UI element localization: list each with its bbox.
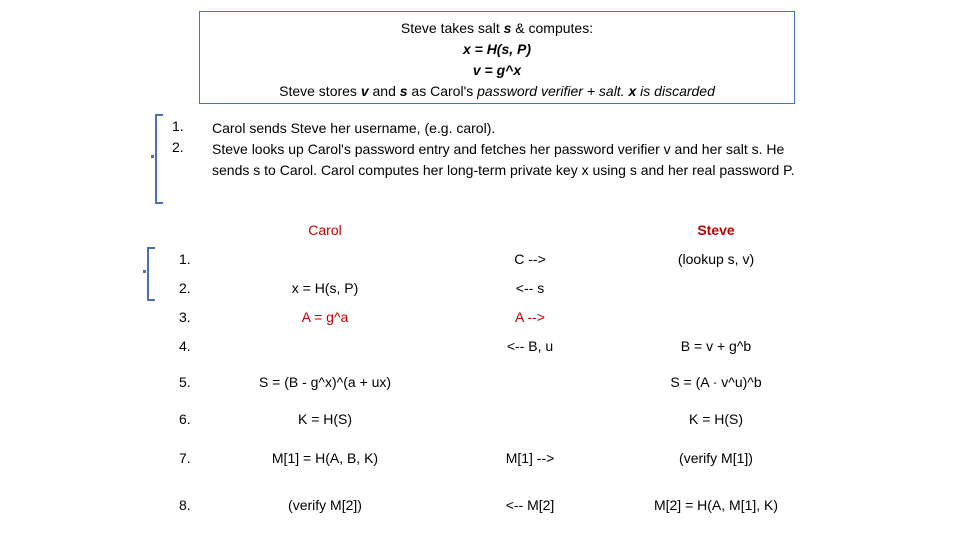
row-8-carol: (verify M[2]) xyxy=(288,497,362,513)
row-8-steve: M[2] = H(A, M[1], K) xyxy=(653,497,779,513)
row-3-arrow: A --> xyxy=(515,309,545,325)
header-steve: Steve xyxy=(697,222,735,238)
bracket-intro xyxy=(155,114,163,204)
row-3-number: 3. xyxy=(179,309,191,325)
row-6-number: 6. xyxy=(179,411,191,427)
intro-number-2: 2. xyxy=(172,139,184,155)
row-5-steve: S = (A · v^u)^b xyxy=(670,374,762,390)
intro-list xyxy=(212,118,822,181)
header-carol: Carol xyxy=(308,222,342,238)
row-8-number: 8. xyxy=(179,497,191,513)
row-7-steve: (verify M[1]) xyxy=(679,450,753,466)
row-4-number: 4. xyxy=(179,338,191,354)
row-5-number: 5. xyxy=(179,374,191,390)
row-7-number: 7. xyxy=(179,450,191,466)
row-5-carol: S = (B - g^x)^(a + ux) xyxy=(258,374,392,390)
row-7-arrow: M[1] --> xyxy=(505,450,555,466)
row-8-arrow: <-- M[2] xyxy=(505,497,555,513)
intro-number-1: 1. xyxy=(172,118,184,134)
row-2-number: 2. xyxy=(179,280,191,296)
bracket-dot-table xyxy=(143,270,146,273)
callout-line-3: v = g^x xyxy=(472,62,522,78)
row-6-carol: K = H(S) xyxy=(297,411,353,427)
intro-item-1: Carol sends Steve her username, (e.g. carol). xyxy=(212,120,496,136)
callout-line-4: Steve stores v and s as Carol's password verifier + salt. x is discarded xyxy=(279,83,715,99)
row-1-steve: (lookup s, v) xyxy=(677,251,755,267)
callout-line-1: Steve takes salt s & computes: xyxy=(400,20,594,36)
row-4-arrow: <-- B, u xyxy=(506,338,554,354)
bracket-table xyxy=(147,247,155,301)
row-1-number: 1. xyxy=(179,251,191,267)
callout-box xyxy=(199,11,795,104)
bracket-dot-intro xyxy=(151,155,154,158)
row-1-arrow: C --> xyxy=(514,251,546,267)
row-2-arrow: <-- s xyxy=(515,280,545,296)
row-7-carol: M[1] = H(A, B, K) xyxy=(271,450,379,466)
intro-item-2: Steve looks up Carol's password entry and fetches her password verifier v and her salt s. He sends s to Carol. Carol computes her long-term private key x using s and her real password P. xyxy=(212,141,795,178)
callout-salt: s xyxy=(503,20,512,36)
row-6-steve: K = H(S) xyxy=(688,411,744,427)
callout-line-2: x = H(s, P) xyxy=(462,41,532,57)
row-3-carol: A = g^a xyxy=(301,309,349,325)
row-2-carol: x = H(s, P) xyxy=(291,280,359,296)
row-4-steve: B = v + g^b xyxy=(680,338,752,354)
